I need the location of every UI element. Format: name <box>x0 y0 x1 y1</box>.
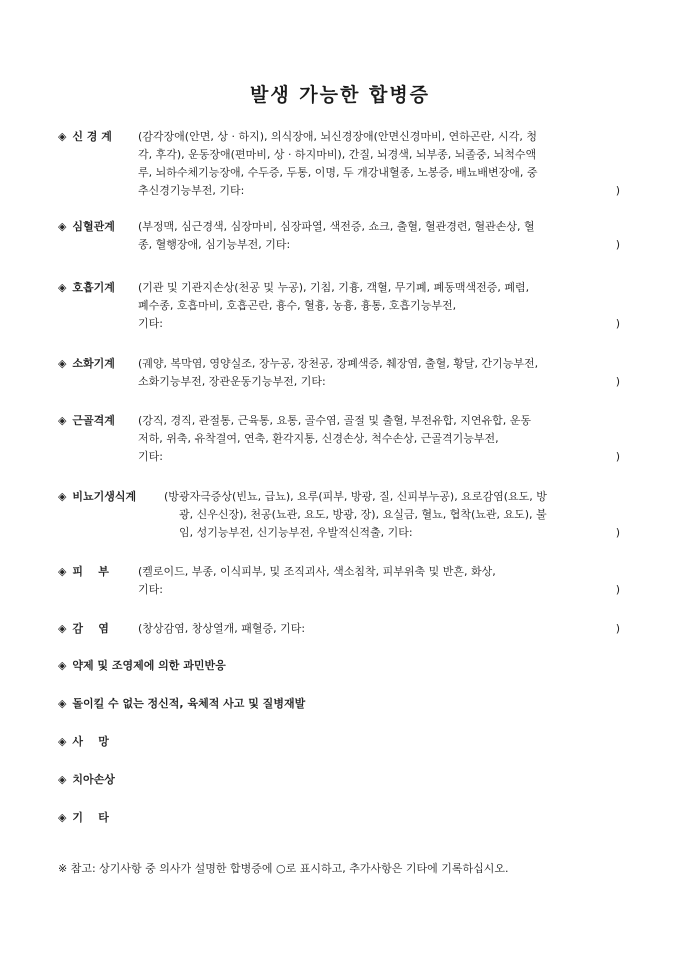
diamond-bullet-icon: ◈ <box>58 697 67 710</box>
section-respiratory <box>58 279 628 333</box>
section-heading <box>58 218 115 236</box>
section-line: 저하, 위축, 유착결여, 연축, 환각지통, 신경손상, 척수손상, 근골격기능부전, <box>138 432 499 445</box>
diamond-bullet-icon: ◈ <box>58 490 67 503</box>
closing-paren: ) <box>615 526 620 539</box>
diamond-bullet-icon: ◈ <box>58 659 67 672</box>
section-line <box>138 620 628 638</box>
section-heading <box>58 620 109 638</box>
closing-paren: ) <box>615 622 620 635</box>
section-heading-label: 소화기계 <box>72 357 115 370</box>
section-heading <box>58 279 115 297</box>
section-body <box>138 620 628 638</box>
section-line: (궤양, 복막염, 영양실조, 장누공, 장천공, 장폐색증, 췌장염, 출혈, 황달, 간기능부전, <box>138 357 539 370</box>
item-label: 약제 및 조영제에 의한 과민반응 <box>72 659 226 672</box>
section-line-text: 종, 혈행장애, 심기능부전, 기타: <box>138 238 291 251</box>
section-line: 폐수종, 호흡마비, 호흡곤란, 흉수, 혈흉, 농흉, 흉통, 호흡기능부전, <box>138 299 457 312</box>
section-line: (방광자극증상(빈뇨, 급뇨), 요루(피부, 방광, 질, 신피부누공), 요로감염(요도, 방 <box>164 490 547 503</box>
section-line-text: (창상감염, 창상열개, 패혈증, 기타: <box>138 622 306 635</box>
item-heading <box>58 809 109 827</box>
section-heading-label: 비뇨기생식계 <box>72 490 137 503</box>
section-skin <box>58 563 628 599</box>
diamond-bullet-icon: ◈ <box>58 414 67 427</box>
section-body <box>138 128 628 200</box>
section-line-text: 임, 성기능부전, 신기능부전, 우발적신적출, 기타: <box>179 526 413 539</box>
section-cardiovascular <box>58 218 628 254</box>
section-line: 광, 신우신장), 천공(뇨관, 요도, 방광, 장), 요실금, 혈뇨, 협착(뇨관, 요도), 불 <box>179 508 547 521</box>
diamond-bullet-icon: ◈ <box>58 281 67 294</box>
section-line <box>138 373 628 391</box>
closing-paren: ) <box>615 450 620 463</box>
diamond-bullet-icon: ◈ <box>58 811 67 824</box>
section-body <box>58 488 628 542</box>
section-line-text: 소화기능부전, 장관운동기능부전, 기타: <box>138 375 326 388</box>
section-line <box>179 524 628 542</box>
section-digestive <box>58 355 628 391</box>
closing-paren: ) <box>615 317 620 330</box>
section-genitourinary <box>58 488 628 542</box>
section-line-text: 기타: <box>138 317 163 330</box>
diamond-bullet-icon: ◈ <box>58 773 67 786</box>
section-body <box>138 563 628 599</box>
section-heading-label: 감 염 <box>72 622 109 635</box>
item-label: 기 타 <box>72 811 109 824</box>
section-heading <box>58 128 112 146</box>
item-heading <box>58 771 115 789</box>
section-heading <box>58 355 115 373</box>
section-heading <box>58 412 115 430</box>
item-heading <box>58 733 109 751</box>
section-heading-label: 신 경 계 <box>72 130 112 143</box>
section-infection <box>58 620 628 638</box>
item-heading <box>58 695 305 713</box>
section-line: 루, 뇌하수체기능장애, 수두증, 두통, 이명, 두 개강내혈종, 노봉증, 배뇨배변장애, 중 <box>138 166 538 179</box>
section-body <box>138 279 628 333</box>
section-heading <box>58 563 109 581</box>
section-line <box>138 236 628 254</box>
section-line-text: 기타: <box>138 450 163 463</box>
reference-note: ※ 참고: 상기사항 중 의사가 설명한 합병증에 ○로 표시하고, 추가사항은 기타에 기록하십시오. <box>58 862 509 875</box>
section-line <box>138 581 628 599</box>
section-musculoskeletal <box>58 412 628 466</box>
section-heading-label: 심혈관계 <box>72 220 115 233</box>
section-body <box>138 355 628 391</box>
section-heading-label: 근골격계 <box>72 414 115 427</box>
section-line <box>138 315 628 333</box>
section-body <box>138 218 628 254</box>
section-line <box>138 182 628 200</box>
section-line: (감각장애(안면, 상 · 하지), 의식장애, 뇌신경장애(안면신경마비, 연하곤란, 시각, 청 <box>138 130 538 143</box>
section-neurologic <box>58 128 628 200</box>
diamond-bullet-icon: ◈ <box>58 565 67 578</box>
closing-paren: ) <box>615 184 620 197</box>
closing-paren: ) <box>615 583 620 596</box>
section-line: (강직, 경직, 관절통, 근육통, 요통, 골수염, 골절 및 출혈, 부전유합, 지연유합, 운동 <box>138 414 532 427</box>
closing-paren: ) <box>615 375 620 388</box>
diamond-bullet-icon: ◈ <box>58 130 67 143</box>
item-label: 돌이킬 수 없는 정신적, 육체적 사고 및 질병재발 <box>72 697 306 710</box>
item-heading <box>58 657 226 675</box>
closing-paren: ) <box>615 238 620 251</box>
section-heading-label: 호흡기계 <box>72 281 115 294</box>
section-line: (기관 및 기관지손상(천공 및 누공), 기침, 기흉, 객혈, 무기폐, 폐동맥색전증, 폐렴, <box>138 281 530 294</box>
section-line: 각, 후각), 운동장애(편마비, 상 · 하지마비), 간질, 뇌경색, 뇌부종, 뇌졸중, 뇌척수액 <box>138 148 537 161</box>
section-line <box>138 448 628 466</box>
section-line: (부정맥, 심근경색, 심장마비, 심장파열, 색전증, 쇼크, 출혈, 혈관경련, 혈관손상, 혈 <box>138 220 535 233</box>
section-heading <box>58 488 136 506</box>
item-label: 치아손상 <box>72 773 115 786</box>
diamond-bullet-icon: ◈ <box>58 735 67 748</box>
page-title: 발생 가능한 합병증 <box>249 84 431 106</box>
diamond-bullet-icon: ◈ <box>58 622 67 635</box>
section-body <box>138 412 628 466</box>
section-line: (켈로이드, 부종, 이식피부, 및 조직괴사, 색소침착, 피부위축 및 반흔, 화상, <box>138 565 496 578</box>
section-heading-label: 피 부 <box>72 565 109 578</box>
section-line-text: 기타: <box>138 583 163 596</box>
item-label: 사 망 <box>72 735 109 748</box>
diamond-bullet-icon: ◈ <box>58 357 67 370</box>
diamond-bullet-icon: ◈ <box>58 220 67 233</box>
section-line-text: 추신경기능부전, 기타: <box>138 184 245 197</box>
